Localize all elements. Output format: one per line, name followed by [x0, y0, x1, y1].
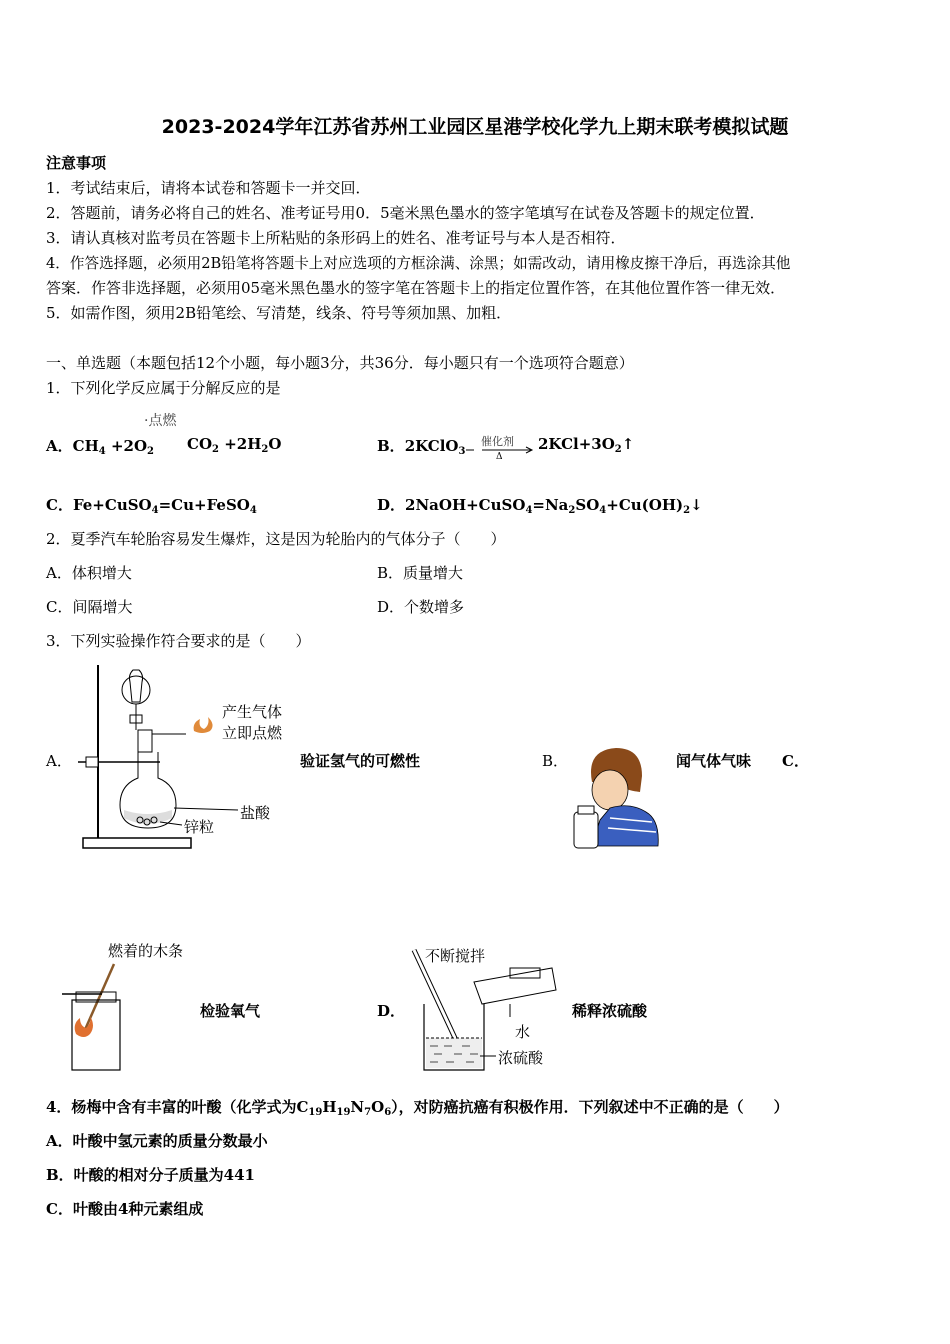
- label-zinc: 锌粒: [184, 818, 215, 836]
- flame-icon: [190, 703, 218, 739]
- q3-option-a-letter: A．: [46, 752, 72, 770]
- question-4-stem: 4．杨梅中含有丰富的叶酸（化学式为$C_{19}H_{19}N_7O_6$），对防癌抗癌有积极作用．下列叙述中不正确的是（ ）: [46, 1098, 789, 1118]
- notice-item: 4．作答选择题，必须用2B铅笔将答题卡上对应选项的方框涂满、涂黑；如需改动，请用橡皮擦干净后，再选涂其他: [46, 255, 791, 272]
- q3-option-d-letter: D．: [377, 1002, 406, 1020]
- q3-option-c-letter: C．: [782, 752, 809, 770]
- notice-heading: 注意事项: [46, 154, 107, 172]
- catalyst-label: 催化剂: [481, 435, 514, 448]
- q1-option-b-product: $2KCl+3O_2↑$: [538, 435, 635, 455]
- smelling-boy-picture: [570, 742, 665, 852]
- notice-item: 答案．作答非选择题，必须用05毫米黑色墨水的签字笔在答题卡上的指定位置作答，在其他位置作答一律无效．: [46, 279, 786, 297]
- notice-item: 3．请认真核对监考员在答题卡上所粘贴的条形码上的姓名、准考证号与本人是否相符．: [46, 229, 626, 247]
- question-3-stem: 3．下列实验操作符合要求的是（ ）: [46, 632, 311, 650]
- label-stir: 不断搅拌: [425, 947, 486, 965]
- label-sulfuric: 浓硫酸: [498, 1049, 544, 1067]
- notice-item: 5．如需作图，须用2B铅笔绘、写清楚，线条、符号等须加黑、加粗．: [46, 304, 512, 322]
- q3-option-b-caption: 闻气体气味: [676, 752, 752, 770]
- oxygen-test-diagram: [62, 962, 132, 1077]
- q4-option-a: A．叶酸中氢元素的质量分数最小: [46, 1132, 268, 1150]
- q1-option-d: D．$2NaOH+CuSO_4=Na_2SO_4+Cu(OH)_2↓$: [377, 496, 703, 516]
- q4-option-c: C．叶酸由4种元素组成: [46, 1200, 204, 1218]
- q3-option-a-caption: 验证氢气的可燃性: [300, 752, 421, 770]
- label-burning-stick: 燃着的木条: [108, 942, 184, 960]
- condition-ignite: ·点燃: [144, 413, 177, 429]
- q3-option-c-caption: 检验氧气: [200, 1002, 261, 1020]
- question-1-stem: 1．下列化学反应属于分解反应的是: [46, 379, 281, 397]
- q2-option-b: B．质量增大: [377, 564, 464, 582]
- q2-option-d: D．个数增多: [377, 598, 465, 616]
- notice-item: 2．答题前，请务必将自己的姓名、准考证号用0．5毫米黑色墨水的签字笔填写在试卷及答题卡的规定位置．: [46, 204, 765, 222]
- question-2-stem: 2．夏季汽车轮胎容易发生爆炸，这是因为轮胎内的气体分子（ ）: [46, 530, 506, 548]
- section-heading: 一、单选题（本题包括12个小题，每小题3分，共36分．每小题只有一个选项符合题意）: [46, 354, 634, 372]
- label-hcl: 盐酸: [240, 804, 271, 822]
- heat-symbol: Δ: [496, 452, 503, 462]
- label-gas: 产生气体: [222, 703, 283, 721]
- page-title: 2023-2024学年江苏省苏州工业园区星港学校化学九上期末联考模拟试题: [161, 116, 789, 138]
- q1-option-b: B．2KClO$_3$: [377, 437, 466, 457]
- label-water: 水: [515, 1023, 531, 1041]
- q3-option-b-letter: B．: [542, 752, 569, 770]
- label-ignite: 立即点燃: [222, 724, 283, 742]
- q4-option-b: B．叶酸的相对分子质量为441: [46, 1166, 255, 1184]
- notice-item: 1．考试结束后，请将本试卷和答题卡一并交回．: [46, 179, 371, 197]
- q2-option-a: A．体积增大: [46, 564, 132, 582]
- q1-option-c: C．Fe+CuSO$_4$=Cu+FeSO$_4$: [46, 496, 257, 516]
- q3-option-d-caption: 稀释浓硫酸: [572, 1002, 648, 1020]
- q2-option-c: C．间隔增大: [46, 598, 133, 616]
- q1-option-a: A．$CH_4 +2O_2$: [46, 437, 154, 457]
- q1-option-a-product: $CO_2 +2H_2O$: [187, 435, 282, 455]
